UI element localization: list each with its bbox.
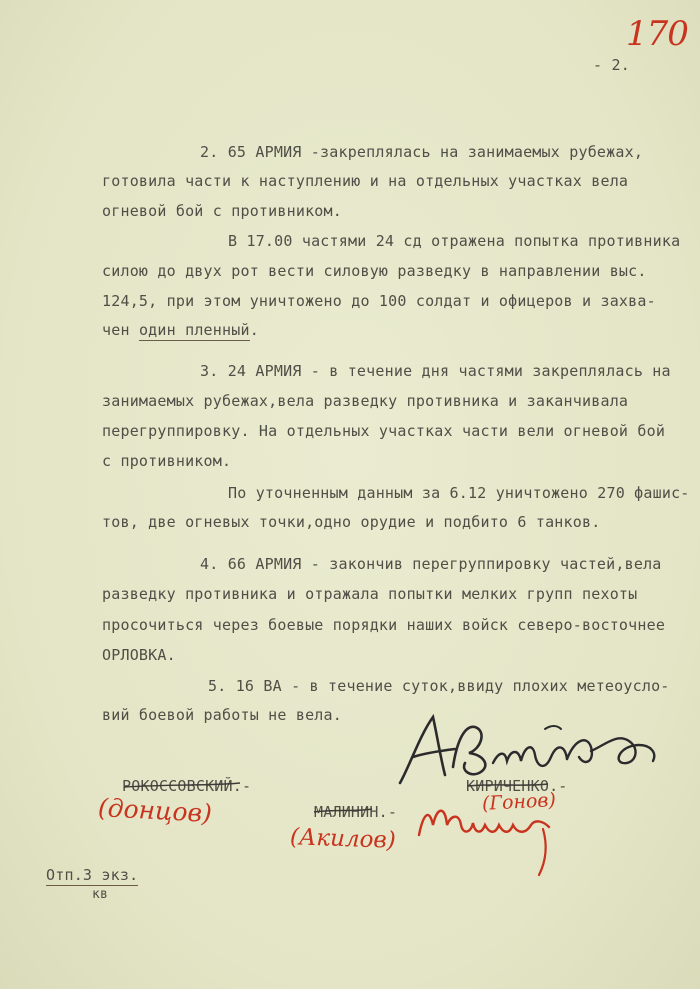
handwritten-gonov: (Гонов) xyxy=(481,789,557,815)
signatory-kirichenko: КИРИЧЕНКО.- xyxy=(466,777,568,795)
para4-line-3: просочиться через боевые порядки наших войск северо-восточнее xyxy=(102,616,666,634)
para3-line-4: с противником. xyxy=(102,452,232,470)
para4-line-2: разведку противника и отражала попытки мелких групп пехоты xyxy=(102,585,638,603)
para2-line-6: 124,5, при этом уничтожено до 100 солдат и офицеров и захва- xyxy=(102,292,656,310)
para2-line-4: В 17.00 частями 24 сд отражена попытка противника xyxy=(228,232,681,250)
para4-line-4: ОРЛОВКА. xyxy=(102,646,176,664)
para5-line-1: 5. 16 ВА - в течение суток,ввиду плохих метеоусло- xyxy=(208,677,670,695)
handwritten-akilov: (Акилов) xyxy=(289,824,397,854)
page-number: - 2. xyxy=(593,56,630,74)
red-ink-signature xyxy=(415,795,565,880)
para3-line-3: перегруппировку. На отдельных участках части вели огневой бой xyxy=(102,422,666,440)
para2-line-5: силою до двух рот вести силовую разведку в направлении выс. xyxy=(102,262,647,280)
para3-line-6: тов, две огневых точки,одно орудие и подбито 6 танков. xyxy=(102,513,601,531)
para3-line-1: 3. 24 АРМИЯ - в течение дня частями закреплялась на xyxy=(200,362,671,380)
para2-line-2: готовила части к наступлению и на отдельных участках вела xyxy=(102,172,629,190)
archive-number: 170 xyxy=(626,14,688,54)
captured-prisoner-underlined: один пленный xyxy=(138,321,250,339)
handwritten-donzov: (донцов) xyxy=(97,793,213,828)
copies-text: Отп.3 экз. xyxy=(46,866,139,884)
para5-line-2: вий боевой работы не вела. xyxy=(102,706,342,724)
signatory-malinin: МАЛИНИН.- xyxy=(314,803,398,821)
para3-line-2: занимаемых рубежах,вела разведку противника и заканчивала xyxy=(102,392,629,410)
signatory-rokossovsky: РОКОССОВСКИЙ.- xyxy=(122,777,252,795)
para2-line-7-end: . xyxy=(249,321,259,339)
black-ink-signature xyxy=(395,705,665,790)
para3-line-5: По уточненным данным за 6.12 уничтожено 270 фашис- xyxy=(228,484,690,502)
para4-line-1: 4. 66 АРМИЯ - закончив перегруппировку частей,вела xyxy=(200,555,662,573)
para2-line-7-start: чен xyxy=(102,321,130,339)
typist-initials: кв xyxy=(92,887,109,902)
para2-line-1: 2. 65 АРМИЯ -закреплялась на занимаемых рубежах, xyxy=(200,143,644,161)
copies-note xyxy=(46,866,138,885)
para2-line-3: огневой бой с противником. xyxy=(102,202,342,220)
